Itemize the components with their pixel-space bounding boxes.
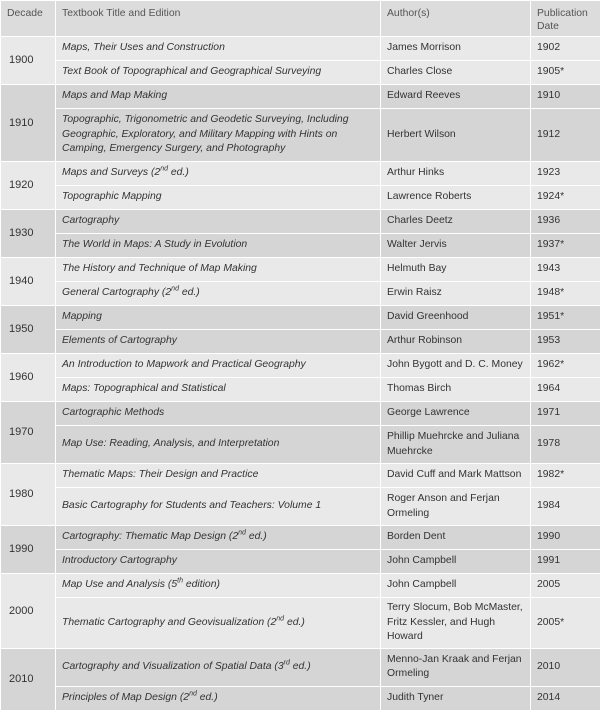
title-cell	[56, 109, 381, 162]
title-cell	[56, 378, 381, 402]
edition-number: 2	[165, 287, 172, 299]
table-row	[1, 234, 600, 258]
author-cell: Erwin Raisz	[381, 282, 531, 306]
edition-suffix: nd	[160, 165, 168, 173]
decade-group	[1, 526, 600, 574]
title-end-text: edition)	[182, 579, 220, 591]
title-text: An Introduction to Mapwork and Practical Geography	[62, 359, 306, 371]
date-cell: 1984	[531, 488, 600, 526]
title-cell	[56, 162, 381, 186]
title-text: Cartography	[62, 215, 120, 227]
decade-cell: 1940	[1, 258, 56, 306]
title-end-text: ed.)	[284, 616, 305, 628]
title-cell	[56, 402, 381, 426]
table-row	[1, 61, 600, 85]
author-cell: John Bygott and D. C. Money	[381, 354, 531, 378]
date-cell: 1978	[531, 426, 600, 464]
author-cell: Lawrence Roberts	[381, 186, 531, 210]
table-row	[1, 402, 600, 426]
date-cell: 1924*	[531, 186, 600, 210]
title-text: Thematic Cartography and Geovisualization (	[62, 616, 271, 628]
decade-group	[1, 354, 600, 402]
table-row	[1, 282, 600, 306]
decade-group	[1, 648, 600, 710]
date-cell: 1943	[531, 258, 600, 282]
title-text: Basic Cartography for Students and Teachers: Volume 1	[62, 500, 322, 512]
author-cell: David Cuff and Mark Mattson	[381, 464, 531, 488]
decade-group	[1, 210, 600, 258]
header-date: Publication Date	[531, 1, 600, 37]
date-cell: 1910	[531, 85, 600, 109]
table-row	[1, 306, 600, 330]
title-cell	[56, 61, 381, 85]
table-row	[1, 162, 600, 186]
date-cell: 1948*	[531, 282, 600, 306]
table-row	[1, 186, 600, 210]
table-row	[1, 550, 600, 574]
title-cell	[56, 37, 381, 61]
decade-group	[1, 85, 600, 162]
table-row	[1, 85, 600, 109]
author-cell: Judith Tyner	[381, 686, 531, 710]
date-cell: 1936	[531, 210, 600, 234]
table-row	[1, 258, 600, 282]
author-cell: David Greenhood	[381, 306, 531, 330]
edition-suffix: th	[177, 577, 183, 585]
title-cell	[56, 85, 381, 109]
edition-suffix: rd	[283, 659, 290, 667]
date-cell: 2005	[531, 574, 600, 598]
title-cell	[56, 306, 381, 330]
title-text: Maps and Surveys (	[62, 167, 155, 179]
date-cell: 1912	[531, 109, 600, 162]
author-cell: Terry Slocum, Bob McMaster, Fritz Kessler, and Hugh Howard	[381, 598, 531, 649]
decade-group	[1, 37, 600, 85]
title-cell	[56, 574, 381, 598]
edition-suffix: nd	[189, 690, 197, 698]
title-cell	[56, 550, 381, 574]
decade-cell: 1920	[1, 162, 56, 210]
author-cell: John Campbell	[381, 550, 531, 574]
decade-cell: 1970	[1, 402, 56, 464]
title-text: Introductory Cartography	[62, 555, 177, 567]
date-cell: 2014	[531, 686, 600, 710]
author-cell: Helmuth Bay	[381, 258, 531, 282]
title-cell	[56, 526, 381, 550]
title-cell	[56, 210, 381, 234]
decade-cell: 1950	[1, 306, 56, 354]
title-cell	[56, 330, 381, 354]
decade-cell: 1900	[1, 37, 56, 85]
date-cell: 1991	[531, 550, 600, 574]
date-cell: 1964	[531, 378, 600, 402]
author-cell: Herbert Wilson	[381, 109, 531, 162]
header-authors: Author(s)	[381, 1, 531, 37]
title-text: General Cartography (	[62, 287, 166, 299]
table-row	[1, 686, 600, 710]
author-cell: Borden Dent	[381, 526, 531, 550]
table-row	[1, 378, 600, 402]
date-cell: 1937*	[531, 234, 600, 258]
title-cell	[56, 598, 381, 649]
title-cell	[56, 686, 381, 710]
table-row	[1, 574, 600, 598]
title-end-text: ed.)	[178, 287, 200, 299]
table-row	[1, 109, 600, 162]
title-text: Map Use: Reading, Analysis, and Interpretation	[62, 438, 280, 450]
decade-group	[1, 464, 600, 526]
title-text: The History and Technique of Map Making	[62, 263, 257, 275]
title-text: Topographic, Trigonometric and Geodetic Surveying, Including Geographic, Exploratory, and Military Mapping with Hints on Camping, Emergency Surgery, and Photography	[62, 114, 349, 155]
table-row	[1, 598, 600, 649]
author-cell: Arthur Hinks	[381, 162, 531, 186]
edition-number: 3	[277, 660, 284, 672]
edition-number: 2	[270, 616, 277, 628]
author-cell: Edward Reeves	[381, 85, 531, 109]
decade-cell: 2010	[1, 648, 56, 710]
title-text: Text Book of Topographical and Geographical Surveying	[62, 66, 322, 78]
date-cell: 1971	[531, 402, 600, 426]
author-cell: Phillip Muehrcke and Juliana Muehrcke	[381, 426, 531, 464]
title-end-text: ed.)	[245, 531, 267, 543]
decade-group	[1, 402, 600, 464]
edition-suffix: nd	[276, 615, 285, 623]
decade-group	[1, 258, 600, 306]
author-cell: Thomas Birch	[381, 378, 531, 402]
author-cell: Charles Deetz	[381, 210, 531, 234]
author-cell: George Lawrence	[381, 402, 531, 426]
date-cell: 1990	[531, 526, 600, 550]
date-cell: 1962*	[531, 354, 600, 378]
decade-cell: 1930	[1, 210, 56, 258]
date-cell: 1905*	[531, 61, 600, 85]
table-row	[1, 210, 600, 234]
title-cell	[56, 426, 381, 464]
edition-number: 5	[171, 579, 178, 591]
table-row	[1, 37, 600, 61]
title-cell	[56, 354, 381, 378]
decade-cell: 1980	[1, 464, 56, 526]
title-text: The World in Maps: A Study in Evolution	[62, 239, 248, 251]
title-end-text: ed.)	[167, 167, 189, 179]
title-text: Maps: Topographical and Statistical	[62, 383, 226, 395]
title-text: Maps, Their Uses and Construction	[62, 42, 225, 54]
edition-suffix: nd	[171, 285, 179, 293]
author-cell: Roger Anson and Ferjan Ormeling	[381, 488, 531, 526]
title-end-text: ed.)	[289, 660, 311, 672]
title-cell	[56, 488, 381, 526]
author-cell: Menno-Jan Kraak and Ferjan Ormeling	[381, 648, 531, 686]
title-text: Elements of Cartography	[62, 335, 177, 347]
author-cell: Walter Jervis	[381, 234, 531, 258]
title-text: Cartographic Methods	[62, 407, 165, 419]
title-cell	[56, 648, 381, 686]
edition-suffix: nd	[238, 529, 246, 537]
table-row	[1, 354, 600, 378]
table-row	[1, 464, 600, 488]
header-decade: Decade	[1, 1, 56, 37]
table-row	[1, 526, 600, 550]
date-cell: 1953	[531, 330, 600, 354]
title-cell	[56, 282, 381, 306]
title-cell	[56, 186, 381, 210]
title-text: Map Use and Analysis (	[62, 579, 172, 591]
table-row	[1, 488, 600, 526]
title-text: Maps and Map Making	[62, 90, 168, 102]
edition-number: 2	[154, 167, 161, 179]
author-cell: John Campbell	[381, 574, 531, 598]
date-cell: 2005*	[531, 598, 600, 649]
date-cell: 1923	[531, 162, 600, 186]
date-cell: 1982*	[531, 464, 600, 488]
author-cell: Arthur Robinson	[381, 330, 531, 354]
date-cell: 1951*	[531, 306, 600, 330]
decade-group	[1, 306, 600, 354]
decade-group	[1, 162, 600, 210]
title-cell	[56, 258, 381, 282]
table-row	[1, 426, 600, 464]
title-text: Cartography and Visualization of Spatial Data (	[62, 660, 278, 672]
table-row	[1, 330, 600, 354]
title-text: Cartography: Thematic Map Design (	[62, 531, 233, 543]
title-end-text: ed.)	[196, 691, 218, 703]
table-row	[1, 648, 600, 686]
decade-cell: 1960	[1, 354, 56, 402]
header-title: Textbook Title and Edition	[56, 1, 381, 37]
author-cell: James Morrison	[381, 37, 531, 61]
edition-number: 2	[183, 691, 190, 703]
decade-cell: 1910	[1, 85, 56, 162]
decade-cell: 2000	[1, 574, 56, 649]
decade-cell: 1990	[1, 526, 56, 574]
edition-number: 2	[232, 531, 239, 543]
author-cell: Charles Close	[381, 61, 531, 85]
table-header	[1, 1, 600, 37]
title-text: Topographic Mapping	[62, 191, 162, 203]
decade-group	[1, 574, 600, 649]
title-text: Mapping	[62, 311, 102, 323]
date-cell: 2010	[531, 648, 600, 686]
date-cell: 1902	[531, 37, 600, 61]
title-text: Principles of Map Design (	[62, 691, 184, 703]
title-cell	[56, 234, 381, 258]
title-cell	[56, 464, 381, 488]
title-text: Thematic Maps: Their Design and Practice	[62, 469, 259, 481]
